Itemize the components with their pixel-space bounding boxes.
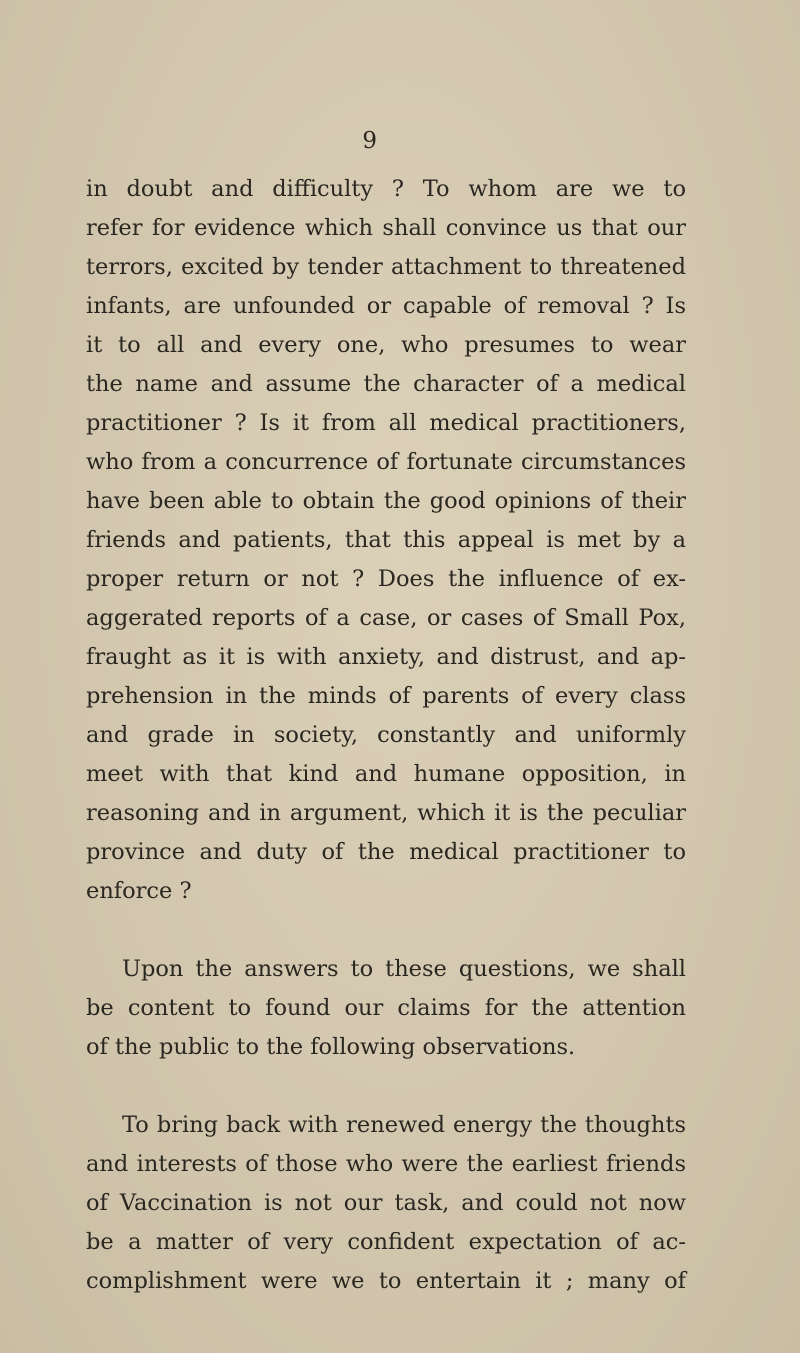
page-number: 9 <box>362 128 378 154</box>
text-line: aggerated reports of a case, or cases of Small Pox, <box>86 605 686 631</box>
text-line: and grade in society, constantly and uniformly <box>86 722 686 748</box>
paragraph <box>86 170 686 911</box>
text-line: complishment were we to entertain it ; many of <box>86 1268 686 1294</box>
text-line: terrors, excited by tender attachment to threatened <box>86 254 686 280</box>
text-line: province and duty of the medical practitioner to <box>86 839 686 865</box>
text-line: of Vaccination is not our task, and could not now <box>86 1190 686 1216</box>
text-line: infants, are unfounded or capable of removal ? Is <box>86 293 686 319</box>
text-line: and interests of those who were the earliest friends <box>86 1151 686 1177</box>
paragraph <box>86 950 686 1067</box>
text-line: the name and assume the character of a medical <box>86 371 686 397</box>
text-line: enforce ? <box>86 878 192 904</box>
text-line: Upon the answers to these questions, we shall <box>122 956 686 982</box>
text-line: meet with that kind and humane opposition, in <box>86 761 686 787</box>
text-line: reasoning and in argument, which it is the peculiar <box>86 800 686 826</box>
text-line: To bring back with renewed energy the thoughts <box>122 1112 686 1138</box>
paragraph-gap <box>86 911 686 950</box>
text-line: it to all and every one, who presumes to wear <box>86 332 686 358</box>
text-line: proper return or not ? Does the influence of ex- <box>86 566 686 592</box>
text-line: be content to found our claims for the attention <box>86 995 686 1021</box>
text-line: prehension in the minds of parents of every class <box>86 683 686 709</box>
text-line: refer for evidence which shall convince us that our <box>86 215 686 241</box>
paragraph <box>86 1106 686 1301</box>
text-line: who from a concurrence of fortunate circumstances <box>86 449 686 475</box>
text-line: practitioner ? Is it from all medical practitioners, <box>86 410 686 436</box>
text-line: be a matter of very confident expectation of ac- <box>86 1229 686 1255</box>
body-text <box>86 170 686 1301</box>
text-line: have been able to obtain the good opinions of their <box>86 488 686 514</box>
text-line: of the public to the following observations. <box>86 1034 576 1060</box>
text-line: friends and patients, that this appeal is met by a <box>86 527 686 553</box>
text-line: fraught as it is with anxiety, and distrust, and ap- <box>86 644 686 670</box>
paragraph-gap <box>86 1067 686 1106</box>
text-line: in doubt and difficulty ? To whom are we to <box>86 176 686 202</box>
